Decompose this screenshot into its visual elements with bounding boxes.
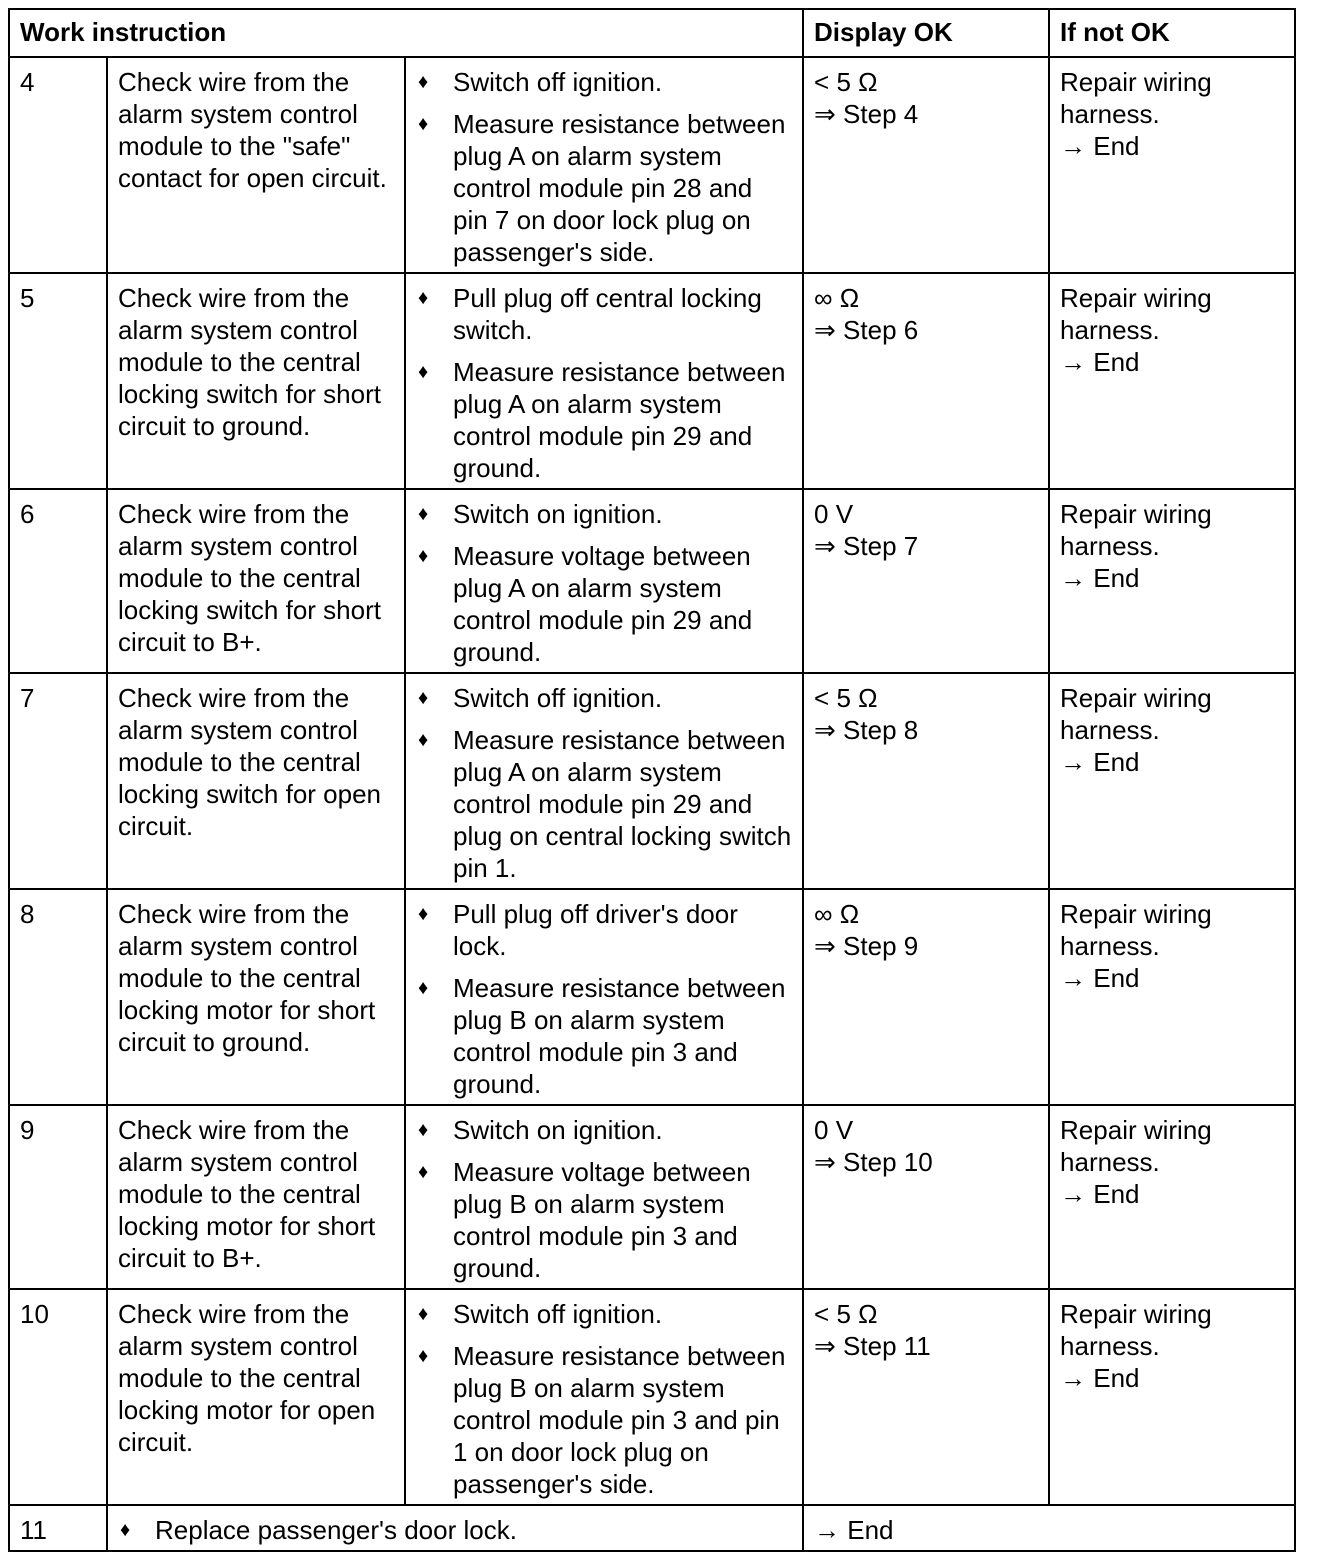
step-description: Check wire from the alarm system control module to the "safe" contact for open circuit. (107, 57, 405, 273)
bullet-diamond-icon: ♦ (418, 903, 429, 925)
action-item (416, 356, 793, 484)
action-item (416, 682, 793, 714)
step-number: 6 (9, 489, 107, 673)
action-list (416, 682, 793, 884)
display-ok-value: 0 V ⇒ Step 10 (803, 1105, 1049, 1289)
action-item (416, 66, 793, 98)
table-row (9, 1289, 1295, 1505)
action-list (416, 1298, 793, 1500)
step-actions (405, 673, 803, 889)
bullet-diamond-icon: ♦ (418, 113, 429, 135)
if-not-ok-value: Repair wiring harness. → End (1049, 673, 1295, 889)
action-text: Measure voltage between plug A on alarm system control module pin 29 and ground. (453, 541, 753, 667)
action-item (416, 282, 793, 346)
bullet-diamond-icon: ♦ (418, 503, 429, 525)
display-ok-value: 0 V ⇒ Step 7 (803, 489, 1049, 673)
action-list (416, 282, 793, 484)
bullet-diamond-icon: ♦ (418, 1161, 429, 1183)
action-text: Measure voltage between plug B on alarm system control module pin 3 and ground. (453, 1157, 751, 1283)
action-list (416, 66, 793, 268)
action-item (416, 540, 793, 668)
if-not-ok-value: Repair wiring harness. → End (1049, 273, 1295, 489)
bullet-diamond-icon: ♦ (418, 1303, 429, 1325)
header-if-not-ok: If not OK (1049, 9, 1295, 57)
action-item (416, 108, 793, 268)
table-row (9, 1105, 1295, 1289)
action-text: Switch off ignition. (453, 683, 663, 713)
action-item (416, 1156, 793, 1284)
bullet-diamond-icon: ♦ (418, 1345, 429, 1367)
table-row (9, 57, 1295, 273)
action-item (416, 1114, 793, 1146)
if-not-ok-value: Repair wiring harness. → End (1049, 1289, 1295, 1505)
display-ok-value: < 5 Ω ⇒ Step 11 (803, 1289, 1049, 1505)
bullet-diamond-icon: ♦ (120, 1519, 131, 1541)
action-text: Switch off ignition. (453, 1299, 663, 1329)
display-ok-value: < 5 Ω ⇒ Step 8 (803, 673, 1049, 889)
action-text: Switch off ignition. (453, 67, 663, 97)
action-item (416, 972, 793, 1100)
step-actions (405, 489, 803, 673)
bullet-diamond-icon: ♦ (418, 687, 429, 709)
bullet-diamond-icon: ♦ (418, 729, 429, 751)
action-text: Measure resistance between plug A on alarm system control module pin 28 and pin 7 on door lock plug on passenger's side. (453, 109, 786, 267)
step-actions (405, 1289, 803, 1505)
action-text: Pull plug off central locking switch. (453, 283, 762, 345)
work-instruction-table (8, 8, 1296, 1552)
header-display-ok: Display OK (803, 9, 1049, 57)
if-not-ok-value: Repair wiring harness. → End (1049, 889, 1295, 1105)
action-text: Measure resistance between plug B on alarm system control module pin 3 and ground. (453, 973, 786, 1099)
action-item (416, 1340, 793, 1500)
final-action (107, 1505, 803, 1551)
action-list (416, 1114, 793, 1284)
step-description: Check wire from the alarm system control module to the central locking switch for open circuit. (107, 673, 405, 889)
action-item (416, 498, 793, 530)
table-row (9, 489, 1295, 673)
if-not-ok-value: Repair wiring harness. → End (1049, 489, 1295, 673)
table-row (9, 673, 1295, 889)
action-text: Pull plug off driver's door lock. (453, 899, 738, 961)
step-number: 4 (9, 57, 107, 273)
display-ok-value: < 5 Ω ⇒ Step 4 (803, 57, 1049, 273)
action-text: Replace passenger's door lock. (155, 1515, 517, 1545)
table-row (9, 273, 1295, 489)
step-number: 7 (9, 673, 107, 889)
step-actions (405, 273, 803, 489)
step-number: 8 (9, 889, 107, 1105)
display-ok-value: ∞ Ω ⇒ Step 6 (803, 273, 1049, 489)
step-description: Check wire from the alarm system control module to the central locking motor for short circuit to B+. (107, 1105, 405, 1289)
step-description: Check wire from the alarm system control module to the central locking switch for short circuit to ground. (107, 273, 405, 489)
step-actions (405, 889, 803, 1105)
action-item (416, 1298, 793, 1330)
header-row (9, 9, 1295, 57)
action-text: Measure resistance between plug B on alarm system control module pin 3 and pin 1 on door lock plug on passenger's side. (453, 1341, 786, 1499)
action-text: Switch on ignition. (453, 1115, 663, 1145)
action-item (416, 898, 793, 962)
step-actions (405, 57, 803, 273)
if-not-ok-value: Repair wiring harness. → End (1049, 57, 1295, 273)
step-number: 11 (9, 1505, 107, 1551)
action-item (416, 724, 793, 884)
header-work-instruction: Work instruction (9, 9, 803, 57)
bullet-diamond-icon: ♦ (418, 361, 429, 383)
step-actions (405, 1105, 803, 1289)
bullet-diamond-icon: ♦ (418, 287, 429, 309)
bullet-diamond-icon: ♦ (418, 71, 429, 93)
step-number: 9 (9, 1105, 107, 1289)
action-text: Measure resistance between plug A on alarm system control module pin 29 and plug on central locking switch pin 1. (453, 725, 792, 883)
step-number: 5 (9, 273, 107, 489)
final-row (9, 1505, 1295, 1551)
step-description: Check wire from the alarm system control module to the central locking motor for short circuit to ground. (107, 889, 405, 1105)
table-row (9, 889, 1295, 1105)
action-text: Measure resistance between plug A on alarm system control module pin 29 and ground. (453, 357, 786, 483)
final-result: → End (803, 1505, 1295, 1551)
step-description: Check wire from the alarm system control module to the central locking switch for short circuit to B+. (107, 489, 405, 673)
table-body (9, 57, 1295, 1551)
bullet-diamond-icon: ♦ (418, 1119, 429, 1141)
action-list (416, 498, 793, 668)
bullet-diamond-icon: ♦ (418, 977, 429, 999)
action-list (416, 898, 793, 1100)
action-text: Switch on ignition. (453, 499, 663, 529)
step-description: Check wire from the alarm system control module to the central locking motor for open circuit. (107, 1289, 405, 1505)
if-not-ok-value: Repair wiring harness. → End (1049, 1105, 1295, 1289)
step-number: 10 (9, 1289, 107, 1505)
display-ok-value: ∞ Ω ⇒ Step 9 (803, 889, 1049, 1105)
bullet-diamond-icon: ♦ (418, 545, 429, 567)
action-item (118, 1514, 793, 1546)
